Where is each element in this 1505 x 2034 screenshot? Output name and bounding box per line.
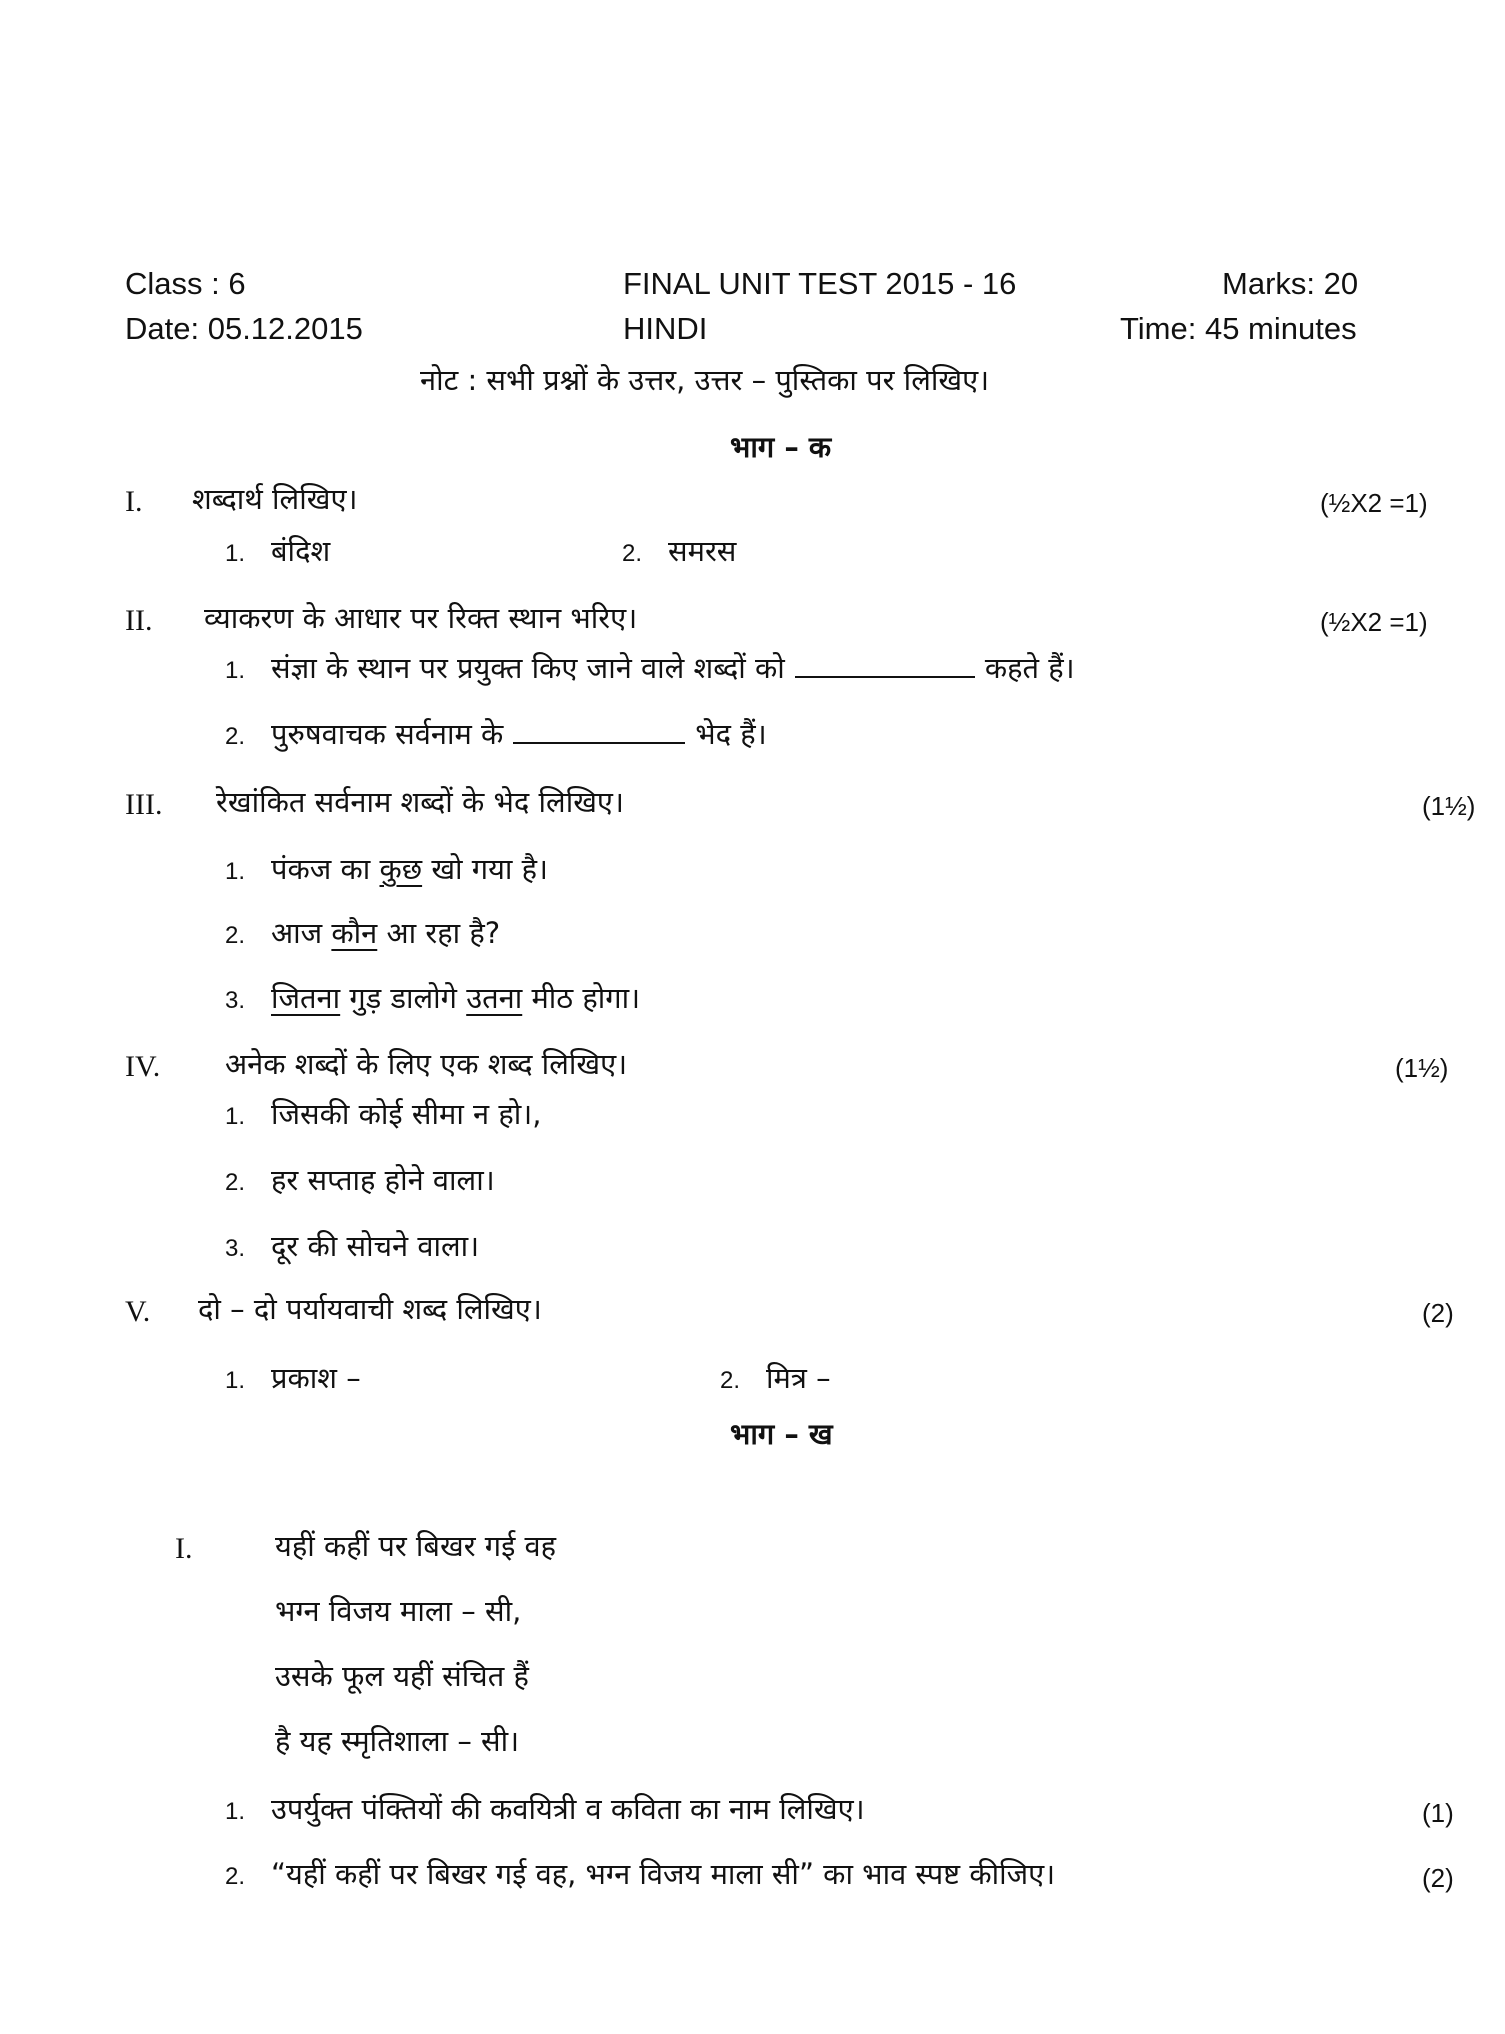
list-item: 1. जिसकी कोई सीमा न हो।, [225, 1097, 542, 1131]
underlined-pronoun: कुछ [379, 852, 423, 886]
list-item: 3. जितना गुड़ डालोगे उतना मीठ होगा। [225, 981, 641, 1015]
test-title: FINAL UNIT TEST 2015 - 16 [623, 266, 1017, 301]
list-item: 1. प्रकाश – [225, 1361, 361, 1395]
answer-blank [795, 675, 975, 678]
instruction-note: नोट : सभी प्रश्नों के उत्तर, उत्तर – पुस्तिका पर लिखिए। [420, 363, 990, 397]
question-marks: (1½) [1395, 1053, 1449, 1083]
list-item: 2. मित्र – [720, 1361, 831, 1395]
list-item: 2. “यहीं कहीं पर बिखर गई वह, भग्न विजय माला सी” का भाव स्पष्ट कीजिए। [225, 1857, 1056, 1891]
question-marks: (2) [1422, 1863, 1454, 1893]
poem-line: है यह स्मृतिशाला – सी। [275, 1724, 520, 1758]
question-number: IV. [125, 1050, 161, 1083]
marks-label: Marks: 20 [1222, 266, 1359, 301]
list-item: 2. आज कौन आ रहा है? [225, 916, 501, 950]
poem-line: उसके फूल यहीं संचित हैं [275, 1659, 529, 1693]
question-marks: (1) [1422, 1798, 1454, 1828]
time-label: Time: 45 minutes [1120, 311, 1357, 346]
question-text: व्याकरण के आधार पर रिक्त स्थान भरिए। [204, 601, 638, 635]
fill-blank-item: 1. संज्ञा के स्थान पर प्रयुक्त किए जाने वाले शब्दों को कहते हैं। [225, 651, 1075, 685]
answer-blank [513, 741, 685, 744]
question-number: I. [175, 1532, 193, 1565]
question-text: अनेक शब्दों के लिए एक शब्द लिखिए। [225, 1047, 628, 1081]
subject-label: HINDI [623, 311, 708, 346]
list-item: 1. बंदिश [225, 534, 331, 568]
question-marks: (1½) [1422, 791, 1476, 821]
section-title-part-a: भाग – क [730, 430, 832, 464]
question-number: II. [125, 604, 153, 637]
question-number: I. [125, 485, 143, 518]
question-text: शब्दार्थ लिखिए। [192, 482, 358, 516]
poem-line: यहीं कहीं पर बिखर गई वह [275, 1529, 557, 1563]
section-title-part-b: भाग – ख [730, 1417, 833, 1451]
question-number: V. [125, 1295, 151, 1328]
question-marks: (2) [1422, 1298, 1454, 1328]
question-marks: (½X2 =1) [1320, 607, 1428, 637]
question-number: III. [125, 788, 163, 821]
underlined-pronoun: जितना [271, 981, 341, 1015]
question-marks: (½X2 =1) [1320, 488, 1428, 518]
underlined-pronoun: उतना [466, 981, 523, 1015]
fill-blank-item: 2. पुरुषवाचक सर्वनाम के भेद हैं। [225, 717, 767, 751]
list-item: 1. पंकज का कुछ खो गया है। [225, 852, 549, 886]
class-label: Class : 6 [125, 266, 246, 301]
date-label: Date: 05.12.2015 [125, 311, 363, 346]
poem-line: भग्न विजय माला – सी, [275, 1594, 522, 1628]
question-text: दो – दो पर्यायवाची शब्द लिखिए। [198, 1292, 542, 1326]
list-item: 1. उपर्युक्त पंक्तियों की कवयित्री व कविता का नाम लिखिए। [225, 1792, 865, 1826]
underlined-pronoun: कौन [331, 916, 378, 950]
list-item: 2. हर सप्ताह होने वाला। [225, 1163, 495, 1197]
list-item: 2. समरस [622, 534, 737, 568]
list-item: 3. दूर की सोचने वाला। [225, 1229, 480, 1263]
question-text: रेखांकित सर्वनाम शब्दों के भेद लिखिए। [216, 785, 624, 819]
